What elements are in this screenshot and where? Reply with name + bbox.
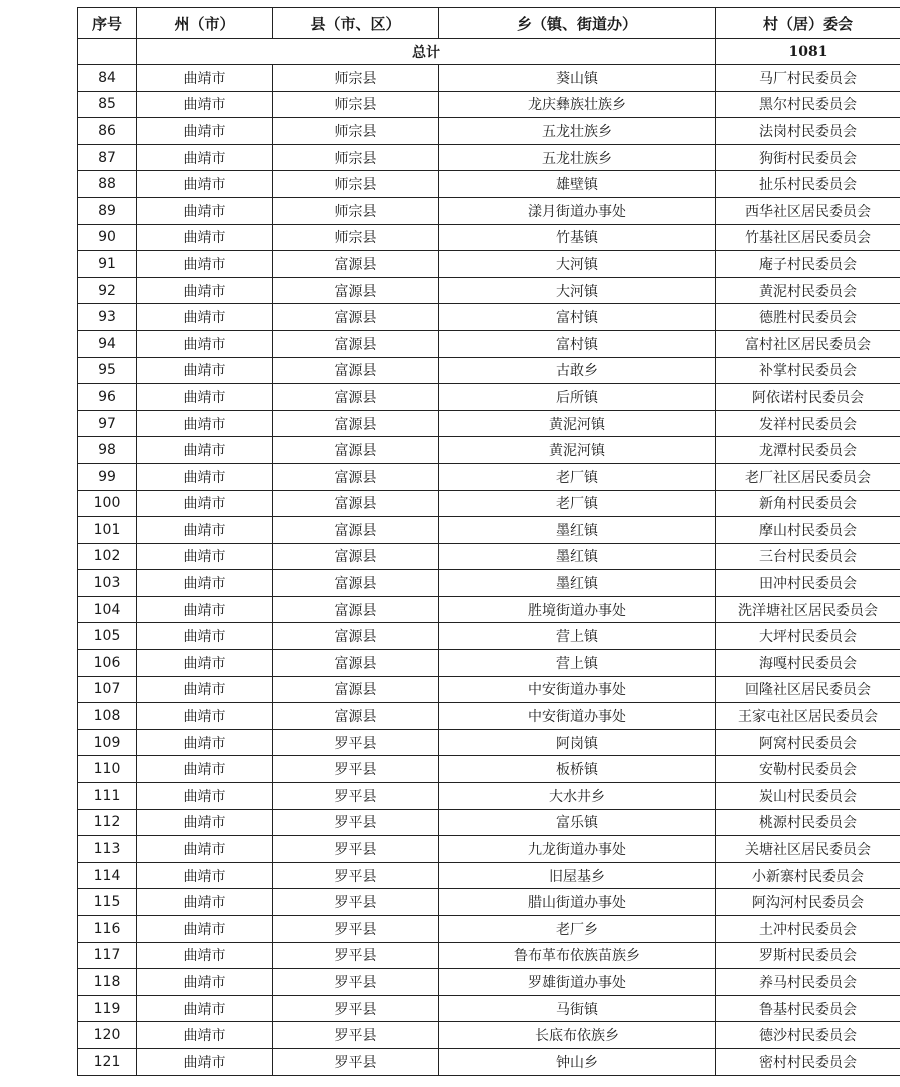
cell-township: 富村镇 <box>439 330 716 357</box>
table-row <box>78 330 900 357</box>
cell-county: 罗平县 <box>273 756 439 783</box>
cell-prefecture: 曲靖市 <box>137 144 273 171</box>
cell-committee: 养马村民委员会 <box>716 969 900 996</box>
cell-township: 漾月街道办事处 <box>439 197 716 224</box>
cell-county: 罗平县 <box>273 969 439 996</box>
table-row <box>78 410 900 437</box>
cell-township: 旧屋基乡 <box>439 862 716 889</box>
cell-county: 富源县 <box>273 703 439 730</box>
cell-index: 120 <box>78 1022 137 1049</box>
table-row <box>78 65 900 92</box>
table-row <box>78 570 900 597</box>
cell-committee: 安勒村民委员会 <box>716 756 900 783</box>
cell-prefecture: 曲靖市 <box>137 809 273 836</box>
cell-township: 老厂乡 <box>439 916 716 943</box>
cell-committee: 田冲村民委员会 <box>716 570 900 597</box>
cell-committee: 罗斯村民委员会 <box>716 942 900 969</box>
table-row <box>78 836 900 863</box>
cell-committee: 阿窝村民委员会 <box>716 729 900 756</box>
cell-index: 111 <box>78 783 137 810</box>
header-township: 乡（镇、街道办） <box>439 8 716 39</box>
table-row <box>78 1022 900 1049</box>
cell-township: 墨红镇 <box>439 517 716 544</box>
cell-index: 117 <box>78 942 137 969</box>
cell-township: 中安街道办事处 <box>439 676 716 703</box>
table-row <box>78 251 900 278</box>
cell-committee: 富村社区居民委员会 <box>716 330 900 357</box>
table-row <box>78 969 900 996</box>
table-row <box>78 171 900 198</box>
cell-township: 葵山镇 <box>439 65 716 92</box>
cell-committee: 土冲村民委员会 <box>716 916 900 943</box>
header-prefecture: 州（市） <box>137 8 273 39</box>
cell-county: 罗平县 <box>273 783 439 810</box>
total-label: 总计 <box>137 39 716 65</box>
cell-township: 鲁布革布依族苗族乡 <box>439 942 716 969</box>
cell-index: 93 <box>78 304 137 331</box>
cell-township: 腊山街道办事处 <box>439 889 716 916</box>
cell-prefecture: 曲靖市 <box>137 224 273 251</box>
table-row <box>78 756 900 783</box>
cell-township: 后所镇 <box>439 384 716 411</box>
cell-committee: 黑尔村民委员会 <box>716 91 900 118</box>
table-row <box>78 1048 900 1075</box>
cell-index: 107 <box>78 676 137 703</box>
cell-township: 富乐镇 <box>439 809 716 836</box>
cell-index: 90 <box>78 224 137 251</box>
cell-township: 龙庆彝族壮族乡 <box>439 91 716 118</box>
cell-index: 102 <box>78 543 137 570</box>
cell-prefecture: 曲靖市 <box>137 91 273 118</box>
cell-committee: 王家屯社区居民委员会 <box>716 703 900 730</box>
cell-county: 富源县 <box>273 570 439 597</box>
cell-township: 老厂镇 <box>439 490 716 517</box>
cell-county: 富源县 <box>273 463 439 490</box>
cell-prefecture: 曲靖市 <box>137 623 273 650</box>
cell-county: 师宗县 <box>273 118 439 145</box>
cell-index: 105 <box>78 623 137 650</box>
cell-committee: 龙潭村民委员会 <box>716 437 900 464</box>
cell-township: 五龙壮族乡 <box>439 118 716 145</box>
cell-index: 119 <box>78 995 137 1022</box>
cell-township: 墨红镇 <box>439 543 716 570</box>
cell-township: 墨红镇 <box>439 570 716 597</box>
cell-index: 92 <box>78 277 137 304</box>
cell-township: 古敢乡 <box>439 357 716 384</box>
table-row <box>78 437 900 464</box>
cell-county: 富源县 <box>273 277 439 304</box>
cell-county: 师宗县 <box>273 224 439 251</box>
cell-index: 121 <box>78 1048 137 1075</box>
table-row <box>78 862 900 889</box>
cell-committee: 关塘社区居民委员会 <box>716 836 900 863</box>
cell-township: 中安街道办事处 <box>439 703 716 730</box>
cell-county: 富源县 <box>273 676 439 703</box>
cell-township: 营上镇 <box>439 623 716 650</box>
header-row <box>78 8 900 39</box>
cell-index: 108 <box>78 703 137 730</box>
cell-index: 99 <box>78 463 137 490</box>
cell-prefecture: 曲靖市 <box>137 251 273 278</box>
cell-township: 黄泥河镇 <box>439 410 716 437</box>
cell-prefecture: 曲靖市 <box>137 410 273 437</box>
cell-county: 罗平县 <box>273 1048 439 1075</box>
cell-index: 91 <box>78 251 137 278</box>
cell-county: 富源县 <box>273 330 439 357</box>
cell-county: 罗平县 <box>273 916 439 943</box>
cell-index: 95 <box>78 357 137 384</box>
cell-county: 富源县 <box>273 304 439 331</box>
cell-index: 97 <box>78 410 137 437</box>
total-row <box>78 39 900 65</box>
table-row <box>78 91 900 118</box>
cell-county: 富源县 <box>273 543 439 570</box>
cell-index: 110 <box>78 756 137 783</box>
cell-committee: 狗街村民委员会 <box>716 144 900 171</box>
cell-county: 师宗县 <box>273 91 439 118</box>
table-row <box>78 224 900 251</box>
cell-prefecture: 曲靖市 <box>137 65 273 92</box>
cell-index: 86 <box>78 118 137 145</box>
cell-prefecture: 曲靖市 <box>137 756 273 783</box>
cell-committee: 马厂村民委员会 <box>716 65 900 92</box>
cell-prefecture: 曲靖市 <box>137 330 273 357</box>
cell-prefecture: 曲靖市 <box>137 1048 273 1075</box>
cell-committee: 竹基社区居民委员会 <box>716 224 900 251</box>
table-row <box>78 463 900 490</box>
cell-committee: 摩山村民委员会 <box>716 517 900 544</box>
cell-index: 101 <box>78 517 137 544</box>
table-row <box>78 144 900 171</box>
cell-committee: 补掌村民委员会 <box>716 357 900 384</box>
table-row <box>78 304 900 331</box>
table-row <box>78 384 900 411</box>
cell-township: 板桥镇 <box>439 756 716 783</box>
cell-prefecture: 曲靖市 <box>137 570 273 597</box>
cell-committee: 新角村民委员会 <box>716 490 900 517</box>
cell-county: 富源县 <box>273 384 439 411</box>
table-row <box>78 729 900 756</box>
cell-township: 马街镇 <box>439 995 716 1022</box>
cell-index: 98 <box>78 437 137 464</box>
cell-county: 师宗县 <box>273 197 439 224</box>
cell-township: 胜境街道办事处 <box>439 596 716 623</box>
table-row <box>78 490 900 517</box>
cell-prefecture: 曲靖市 <box>137 1022 273 1049</box>
cell-township: 黄泥河镇 <box>439 437 716 464</box>
cell-prefecture: 曲靖市 <box>137 995 273 1022</box>
cell-index: 114 <box>78 862 137 889</box>
cell-county: 师宗县 <box>273 171 439 198</box>
cell-prefecture: 曲靖市 <box>137 969 273 996</box>
cell-committee: 炭山村民委员会 <box>716 783 900 810</box>
cell-township: 雄壁镇 <box>439 171 716 198</box>
cell-prefecture: 曲靖市 <box>137 463 273 490</box>
cell-committee: 庵子村民委员会 <box>716 251 900 278</box>
cell-county: 富源县 <box>273 437 439 464</box>
cell-county: 富源县 <box>273 596 439 623</box>
table-row <box>78 118 900 145</box>
table-row <box>78 995 900 1022</box>
cell-index: 115 <box>78 889 137 916</box>
cell-township: 阿岗镇 <box>439 729 716 756</box>
cell-index: 94 <box>78 330 137 357</box>
table-row <box>78 543 900 570</box>
cell-county: 富源县 <box>273 623 439 650</box>
cell-committee: 海嘎村民委员会 <box>716 650 900 677</box>
cell-prefecture: 曲靖市 <box>137 916 273 943</box>
cell-committee: 西华社区居民委员会 <box>716 197 900 224</box>
table-row <box>78 357 900 384</box>
cell-index: 118 <box>78 969 137 996</box>
cell-county: 罗平县 <box>273 1022 439 1049</box>
table-row <box>78 916 900 943</box>
table-row <box>78 517 900 544</box>
cell-prefecture: 曲靖市 <box>137 384 273 411</box>
cell-committee: 回隆社区居民委员会 <box>716 676 900 703</box>
cell-township: 五龙壮族乡 <box>439 144 716 171</box>
cell-index: 87 <box>78 144 137 171</box>
cell-index: 109 <box>78 729 137 756</box>
table-row <box>78 809 900 836</box>
cell-index: 85 <box>78 91 137 118</box>
cell-prefecture: 曲靖市 <box>137 277 273 304</box>
cell-index: 103 <box>78 570 137 597</box>
cell-index: 89 <box>78 197 137 224</box>
cell-prefecture: 曲靖市 <box>137 650 273 677</box>
cell-prefecture: 曲靖市 <box>137 889 273 916</box>
cell-index: 106 <box>78 650 137 677</box>
table-row <box>78 703 900 730</box>
cell-prefecture: 曲靖市 <box>137 543 273 570</box>
table-row <box>78 676 900 703</box>
cell-prefecture: 曲靖市 <box>137 596 273 623</box>
cell-committee: 德胜村民委员会 <box>716 304 900 331</box>
cell-prefecture: 曲靖市 <box>137 676 273 703</box>
village-committee-table <box>77 7 900 1076</box>
cell-committee: 小新寨村民委员会 <box>716 862 900 889</box>
cell-committee: 德沙村民委员会 <box>716 1022 900 1049</box>
cell-county: 罗平县 <box>273 809 439 836</box>
table-row <box>78 596 900 623</box>
table-row <box>78 889 900 916</box>
cell-county: 富源县 <box>273 357 439 384</box>
cell-index: 112 <box>78 809 137 836</box>
cell-prefecture: 曲靖市 <box>137 836 273 863</box>
village-committee-table-container <box>77 7 878 1076</box>
table-row <box>78 942 900 969</box>
cell-index: 88 <box>78 171 137 198</box>
table-row <box>78 197 900 224</box>
cell-committee: 阿沟河村民委员会 <box>716 889 900 916</box>
cell-index: 113 <box>78 836 137 863</box>
table-row <box>78 650 900 677</box>
cell-county: 罗平县 <box>273 729 439 756</box>
cell-prefecture: 曲靖市 <box>137 490 273 517</box>
cell-township: 长底布依族乡 <box>439 1022 716 1049</box>
cell-county: 富源县 <box>273 410 439 437</box>
cell-index: 84 <box>78 65 137 92</box>
cell-prefecture: 曲靖市 <box>137 197 273 224</box>
cell-county: 罗平县 <box>273 995 439 1022</box>
cell-prefecture: 曲靖市 <box>137 783 273 810</box>
cell-township: 大河镇 <box>439 251 716 278</box>
cell-prefecture: 曲靖市 <box>137 517 273 544</box>
cell-prefecture: 曲靖市 <box>137 118 273 145</box>
total-value: 1081 <box>716 39 900 65</box>
cell-township: 九龙街道办事处 <box>439 836 716 863</box>
cell-county: 罗平县 <box>273 889 439 916</box>
cell-township: 罗雄街道办事处 <box>439 969 716 996</box>
cell-prefecture: 曲靖市 <box>137 703 273 730</box>
header-index: 序号 <box>78 8 137 39</box>
cell-committee: 鲁基村民委员会 <box>716 995 900 1022</box>
cell-index: 96 <box>78 384 137 411</box>
cell-county: 罗平县 <box>273 836 439 863</box>
cell-county: 富源县 <box>273 650 439 677</box>
cell-township: 富村镇 <box>439 304 716 331</box>
cell-county: 罗平县 <box>273 862 439 889</box>
cell-committee: 大坪村民委员会 <box>716 623 900 650</box>
cell-committee: 法岗村民委员会 <box>716 118 900 145</box>
cell-township: 钟山乡 <box>439 1048 716 1075</box>
cell-committee: 桃源村民委员会 <box>716 809 900 836</box>
table-row <box>78 623 900 650</box>
cell-county: 富源县 <box>273 251 439 278</box>
header-committee: 村（居）委会 <box>716 8 900 39</box>
cell-township: 营上镇 <box>439 650 716 677</box>
cell-township: 大河镇 <box>439 277 716 304</box>
cell-prefecture: 曲靖市 <box>137 304 273 331</box>
cell-committee: 三台村民委员会 <box>716 543 900 570</box>
cell-committee: 阿依诺村民委员会 <box>716 384 900 411</box>
cell-prefecture: 曲靖市 <box>137 862 273 889</box>
cell-prefecture: 曲靖市 <box>137 942 273 969</box>
cell-committee: 密村村民委员会 <box>716 1048 900 1075</box>
cell-committee: 老厂社区居民委员会 <box>716 463 900 490</box>
cell-county: 富源县 <box>273 490 439 517</box>
cell-prefecture: 曲靖市 <box>137 437 273 464</box>
cell-index: 116 <box>78 916 137 943</box>
cell-index: 100 <box>78 490 137 517</box>
cell-county: 师宗县 <box>273 144 439 171</box>
cell-county: 富源县 <box>273 517 439 544</box>
cell-index: 104 <box>78 596 137 623</box>
cell-township: 大水井乡 <box>439 783 716 810</box>
table-row <box>78 277 900 304</box>
cell-committee: 发祥村民委员会 <box>716 410 900 437</box>
cell-prefecture: 曲靖市 <box>137 171 273 198</box>
cell-county: 罗平县 <box>273 942 439 969</box>
cell-prefecture: 曲靖市 <box>137 357 273 384</box>
cell-prefecture: 曲靖市 <box>137 729 273 756</box>
total-index-cell <box>78 39 137 65</box>
cell-township: 老厂镇 <box>439 463 716 490</box>
header-county: 县（市、区） <box>273 8 439 39</box>
cell-committee: 洗洋塘社区居民委员会 <box>716 596 900 623</box>
cell-committee: 扯乐村民委员会 <box>716 171 900 198</box>
table-row <box>78 783 900 810</box>
cell-county: 师宗县 <box>273 65 439 92</box>
cell-township: 竹基镇 <box>439 224 716 251</box>
cell-committee: 黄泥村民委员会 <box>716 277 900 304</box>
